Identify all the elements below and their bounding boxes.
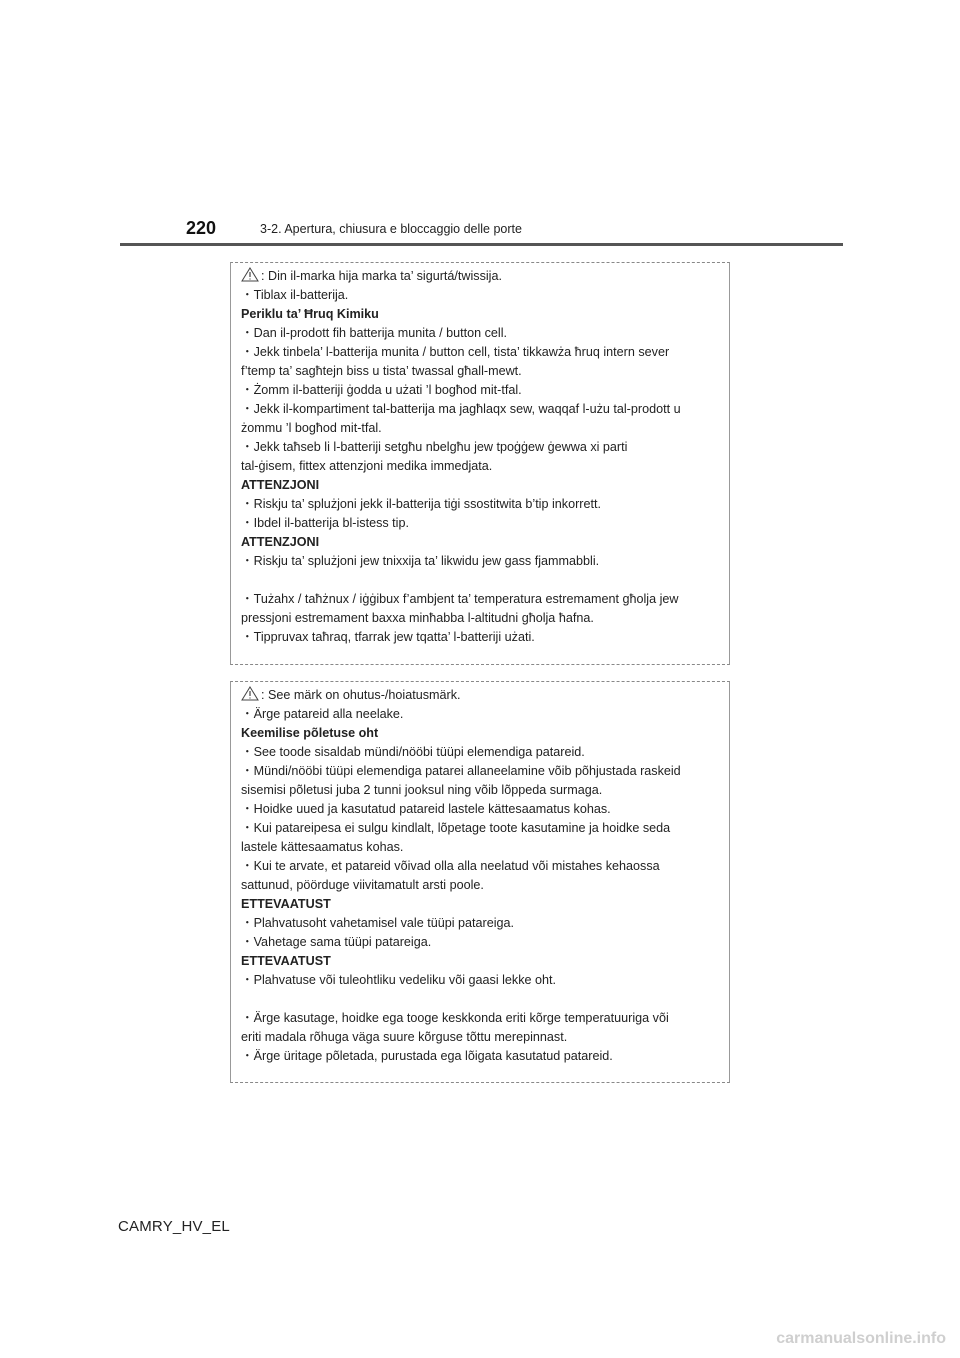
line-text: ATTENZJONI [241,535,320,549]
warning-text-line [241,1009,719,1028]
warning-text-line [241,362,719,381]
warning-text-line [241,514,719,533]
line-text: ・Riskju ta’ splużjoni jekk il-batterija tiġi ssostitwita b’tip inkorrett. [241,497,601,511]
line-text: ・Żomm il-batteriji ġodda u użati ’l bogħod mit-tfal. [241,383,522,397]
warning-text-line [241,1028,719,1047]
line-text: Keemilise põletuse oht [241,726,379,740]
warning-heading [241,724,719,743]
line-text: ETTEVAATUST [241,897,331,911]
line-text: ETTEVAATUST [241,954,331,968]
line-text: ・Ärge patareid alla neelake. [241,707,404,721]
warning-text-line [241,914,719,933]
line-text: eriti madala rõhuga väga suure kõrguse tõttu merepinnast. [241,1030,568,1044]
warning-text-line [241,324,719,343]
warning-text-line [241,590,719,609]
warning-heading [241,476,719,495]
line-text: żommu ’l bogħod mit-tfal. [241,421,382,435]
line-text: ・Tiblax il-batterija. [241,288,349,302]
warning-text-line [241,933,719,952]
warning-text-line [241,876,719,895]
warning-text-line [241,857,719,876]
line-text: tal-ġisem, fittex attenzjoni medika immedjata. [241,459,493,473]
warning-triangle-icon [241,267,259,282]
warning-text-line [241,381,719,400]
line-text: ・Kui patareipesa ei sulgu kindlalt, lõpetage toote kasutamine ja hoidke seda [241,821,671,835]
line-text: ・Plahvatuse või tuleohtliku vedeliku või gaasi lekke oht. [241,973,557,987]
warning-text-line [241,343,719,362]
warning-text-line [241,495,719,514]
warning-text-line [241,705,719,724]
line-text: lastele kättesaamatus kohas. [241,840,404,854]
line-text: ・Jekk il-kompartiment tal-batterija ma jagħlaqx sew, waqqaf l-użu tal-prodott u [241,402,681,416]
line-text: ・Ibdel il-batterija bl-istess tip. [241,516,409,530]
line-text: ・Riskju ta’ splużjoni jew tnixxija ta’ likwidu jew gass fjammabbli. [241,554,600,568]
warning-text-line [241,743,719,762]
warning-box-maltese [230,262,730,665]
line-text: ・Dan il-prodott fih batterija munita / button cell. [241,326,507,340]
blank-line [241,990,719,1009]
line-text: ・Plahvatusoht vahetamisel vale tüüpi patareiga. [241,916,515,930]
section-title: 3-2. Apertura, chiusura e bloccaggio delle porte [260,222,522,236]
line-text: ・Jekk taħseb li l-batteriji setgħu nbelgħu jew tpoġġew ġewwa xi parti [241,440,628,454]
line-text: ・Kui te arvate, et patareid võivad olla alla neelatud või mistahes kehaossa [241,859,660,873]
line-text: ・Ärge kasutage, hoidke ega tooge keskkonda eriti kõrge temperatuuriga või [241,1011,669,1025]
line-text: ・Mündi/nööbi tüüpi elemendiga patarei allaneelamine võib põhjustada raskeid [241,764,681,778]
line-text: f’temp ta’ sagħtejn biss u tista’ twassal għall-mewt. [241,364,522,378]
warning-text-line [241,971,719,990]
warning-box-estonian [230,681,730,1083]
warning-text-line [241,628,719,647]
line-text: ・Hoidke uued ja kasutatud patareid lastele kättesaamatus kohas. [241,802,611,816]
warning-text-line [241,781,719,800]
warning-text-line [241,838,719,857]
warning-text-line [241,400,719,419]
warning-text-line [241,457,719,476]
warning-heading [241,305,719,324]
line-text: ・Tippruvax taħraq, tfarrak jew tqatta’ l-batteriji użati. [241,630,535,644]
warning-heading [241,952,719,971]
warning-text-line [241,800,719,819]
warning-text-line [241,419,719,438]
line-text: ・Ärge üritage põletada, purustada ega lõigata kasutatud patareid. [241,1049,613,1063]
line-text: : Din il-marka hija marka ta’ sigurtá/twissija. [261,269,502,283]
line-text: ATTENZJONI [241,478,320,492]
line-text: : See märk on ohutus-/hoiatusmärk. [261,688,461,702]
line-text: sattunud, pöörduge viivitamatult arsti poole. [241,878,484,892]
header-rule [120,243,843,246]
warning-text-line [241,609,719,628]
warning-text-line [241,1047,719,1066]
page-number: 220 [186,218,217,238]
warning-heading [241,533,719,552]
warning-text-line [241,552,719,571]
warning-text-line [241,286,719,305]
warning-text-line [241,267,719,286]
warning-text-line [241,686,719,705]
line-text: ・Jekk tinbela’ l-batterija munita / button cell, tista’ tikkawża ħruq intern sever [241,345,670,359]
line-text: ・Tużahx / taħżnux / iġġibux f’ambjent ta’ temperatura estremament għolja jew [241,592,679,606]
warning-triangle-icon [241,686,259,701]
warning-heading [241,895,719,914]
line-text: sisemisi põletusi juba 2 tunni jooksul ning võib lõppeda surmaga. [241,783,603,797]
warning-text-line [241,819,719,838]
document-code: CAMRY_HV_EL [118,1218,230,1235]
warning-text-line [241,438,719,457]
line-text: ・Vahetage sama tüüpi patareiga. [241,935,432,949]
blank-line [241,571,719,590]
watermark: carmanualsonline.info [776,1330,946,1347]
line-text: ・See toode sisaldab mündi/nööbi tüüpi elemendiga patareid. [241,745,585,759]
line-text: pressjoni estremament baxxa minħabba l-altitudni għolja ħafna. [241,611,594,625]
warning-text-line [241,762,719,781]
line-text: Periklu ta’ Ħruq Kimiku [241,307,379,321]
